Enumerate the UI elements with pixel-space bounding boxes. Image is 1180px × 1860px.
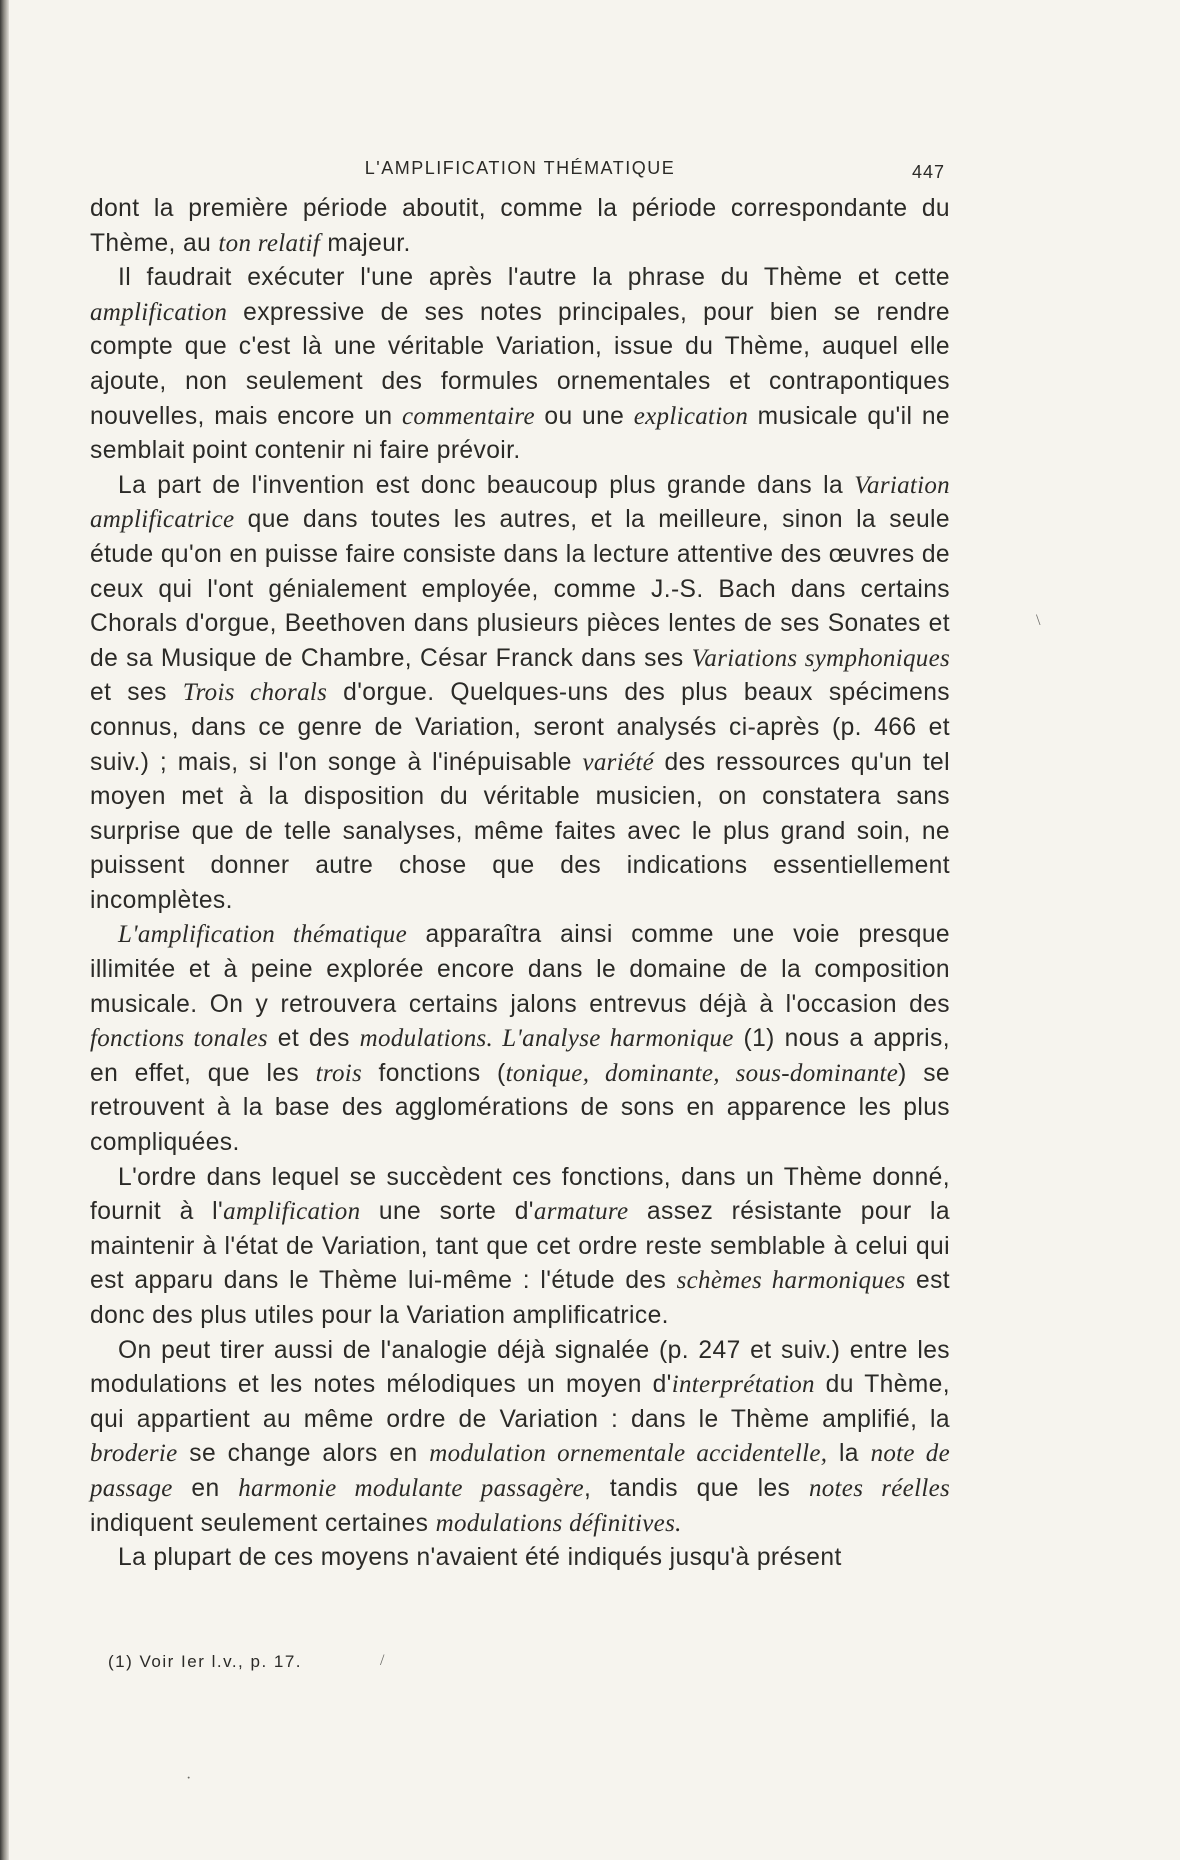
text-run: fonctions (	[362, 1059, 506, 1087]
italic-text: amplification	[90, 298, 228, 326]
stray-mark: ·	[186, 1770, 192, 1787]
italic-text: Variations symphoniques	[691, 644, 950, 672]
text-run: , tandis que les	[583, 1474, 809, 1502]
text-run: La part de l'invention est donc beaucoup plus grande dans la	[118, 471, 855, 499]
italic-text: harmonie modulante passagère	[238, 1474, 584, 1502]
page-number: 447	[911, 162, 945, 182]
text-run: indiquent seulement certaines	[90, 1509, 436, 1537]
text-run: apparaîtra ainsi comme une voie presque illimitée et à peine explorée encore dans le domaine de la composition musicale. On y retrouvera certains jalons entrevus déjà à l'occasion des	[90, 921, 951, 1018]
text-run: ou une	[534, 402, 634, 430]
text-run: expressive de ses notes principales, pour bien se rendre compte que c'est là une véritable Variation, issue du Thème, auquel elle ajoute, non seulement des formules ornementales et contrapontiques nouvelles, mais encore un	[90, 298, 950, 430]
book-spine-edge	[0, 0, 9, 1860]
paragraph	[90, 1541, 950, 1576]
page	[90, 150, 950, 1576]
text-run: majeur.	[320, 229, 411, 257]
italic-text: schèmes harmoniques	[676, 1267, 906, 1295]
paragraph	[90, 1161, 950, 1334]
italic-text: Trois chorals	[182, 679, 328, 707]
italic-text: commentaire	[402, 402, 535, 430]
italic-text: Variation amplificatrice	[90, 471, 950, 534]
italic-text: modulations définitives.	[435, 1509, 682, 1537]
text-run: et des	[267, 1025, 360, 1053]
paragraph	[90, 1334, 950, 1542]
italic-text: ton relatif	[218, 229, 321, 257]
body-text	[90, 192, 950, 1576]
running-title: L'AMPLIFICATION THÉMATIQUE	[364, 158, 676, 178]
text-run: La plupart de ces moyens n'avaient été indiqués jusqu'à présent	[118, 1544, 842, 1572]
paragraph	[90, 918, 950, 1160]
paragraph	[90, 469, 950, 919]
paragraph	[90, 192, 950, 261]
italic-text: variété	[582, 748, 654, 776]
text-run: ) se retrouvent à la base des agglomérations de sons en apparence les plus compliquées.	[90, 1059, 950, 1157]
italic-text: tonique, dominante, sous-dominante	[505, 1059, 899, 1087]
text-run: une sorte d'	[360, 1198, 534, 1226]
text-run: la	[827, 1440, 871, 1468]
text-run: des ressources qu'un tel moyen met à la disposition du véritable musicien, on constatera sans surprise que de telle sanalyses, même faites avec le plus grand soin, ne puissent donner autre chose que des indications essentiellement incomplètes.	[90, 748, 950, 914]
text-run: que dans toutes les autres, et la meilleure, sinon la seule étude qu'on en puisse faire consiste dans la lecture attentive des œuvres de ceux qui l'ont génialement employée, comme J.-S. Bach dans certains Chorals d'orgue, Beethoven dans plusieurs pièces lentes de ses Sonates et de sa Musique de Chambre, César Franck dans ses	[90, 506, 950, 672]
italic-text: broderie	[90, 1440, 178, 1468]
italic-text: fonctions tonales	[90, 1025, 268, 1053]
text-run: dont la première période aboutit, comme la période correspondante du Thème, au	[90, 195, 950, 257]
italic-text: modulation ornementale accidentelle,	[429, 1440, 828, 1468]
text-run: On peut tirer aussi de l'analogie déjà signalée (p. 247 et suiv.) entre les modulations et les notes mélodiques un moyen d'	[90, 1336, 950, 1399]
italic-text: armature	[533, 1198, 629, 1226]
running-head	[90, 150, 950, 186]
stray-mark: \	[1036, 612, 1041, 629]
text-run: d'orgue. Quelques-uns des plus beaux spécimens connus, dans ce genre de Variation, seront analysés ci-après (p. 466 et suiv.) ; mais, si l'on songe à l'inépuisable	[90, 679, 951, 776]
text-run: se change alors en	[177, 1440, 430, 1468]
text-run: (1) nous a appris, en effet, que les	[90, 1025, 950, 1087]
text-run: musicale qu'il ne semblait point contenir ni faire prévoir.	[90, 402, 950, 465]
text-run: et ses	[90, 679, 183, 707]
paragraph	[90, 261, 950, 469]
italic-text: notes réelles	[808, 1474, 950, 1502]
italic-text: trois	[315, 1059, 363, 1087]
italic-text: explication	[633, 402, 749, 430]
italic-text: modulations. L'analyse harmonique	[359, 1025, 734, 1053]
italic-text: note de passage	[90, 1440, 950, 1502]
italic-text: interprétation	[671, 1371, 815, 1399]
text-run: assez résistante pour la maintenir à l'état de Variation, tant que cet ordre reste semblable à celui qui est apparu dans le Thème lui-même : l'étude des	[90, 1198, 950, 1295]
text-run: est donc des plus utiles pour la Variation amplificatrice.	[90, 1267, 950, 1329]
text-run: du Thème, qui appartient au même ordre de Variation : dans le Thème amplifié, la	[90, 1371, 950, 1433]
text-run: en	[172, 1474, 239, 1502]
text-run: L'ordre dans lequel se succèdent ces fonctions, dans un Thème donné, fournit à l'	[90, 1163, 950, 1226]
footnote: (1) Voir Ier l.v., p. 17.	[108, 1652, 303, 1671]
italic-text: L'amplification thématique	[118, 921, 407, 949]
text-run: Il faudrait exécuter l'une après l'autre la phrase du Thème et cette	[118, 264, 950, 292]
italic-text: amplification	[223, 1198, 361, 1226]
stray-mark: /	[380, 1652, 385, 1669]
